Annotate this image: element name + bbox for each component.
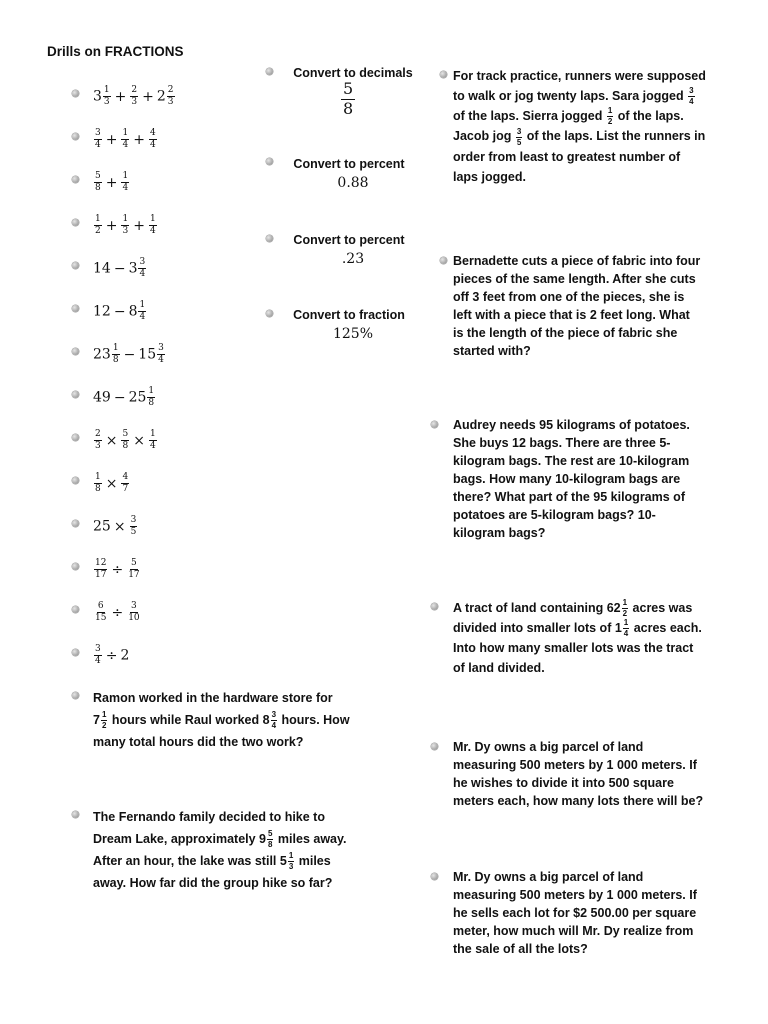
operator: × bbox=[105, 432, 118, 449]
fraction-numerator: 1 bbox=[95, 214, 101, 224]
fraction bbox=[121, 129, 129, 150]
bullet-icon bbox=[72, 563, 79, 570]
fraction bbox=[130, 516, 138, 537]
fraction bbox=[94, 559, 107, 580]
problem-line: meters each, how many lots there will be? bbox=[453, 794, 704, 808]
fraction-numerator: 4 bbox=[149, 128, 156, 138]
fraction-numerator: 1 bbox=[103, 85, 110, 95]
fraction bbox=[94, 215, 102, 236]
whole-number: 23 bbox=[93, 346, 111, 363]
fraction-denominator: 17 bbox=[128, 570, 140, 580]
audrey-problem bbox=[453, 416, 753, 542]
fraction-denominator: 5 bbox=[130, 527, 137, 537]
bullet-icon bbox=[266, 158, 273, 165]
operator: + bbox=[105, 217, 118, 234]
operator: − bbox=[113, 303, 126, 320]
bullet-icon bbox=[72, 348, 79, 355]
problem-line: Mr. Dy owns a big parcel of land bbox=[453, 870, 644, 884]
operator: ÷ bbox=[111, 561, 124, 578]
fraction-denominator: 17 bbox=[95, 570, 107, 580]
convert-percent-value-2: .23 bbox=[341, 251, 365, 267]
problem-line: many total hours did the two work? bbox=[93, 735, 304, 749]
operator: × bbox=[105, 475, 118, 492]
whole-number: 2 bbox=[156, 88, 166, 105]
fraction bbox=[130, 86, 138, 107]
bullet-icon bbox=[440, 71, 447, 78]
bullet-icon bbox=[72, 305, 79, 312]
whole-number: 14 bbox=[93, 260, 111, 277]
fraction bbox=[121, 215, 129, 236]
bullet-icon bbox=[431, 603, 438, 610]
fraction-numerator: 5 bbox=[343, 79, 354, 98]
fraction-numerator: 12 bbox=[95, 558, 107, 568]
fraction bbox=[121, 430, 129, 451]
problem-line: Bernadette cuts a piece of fabric into four bbox=[453, 254, 701, 268]
dy-lots-problem bbox=[453, 738, 763, 810]
drill-expression bbox=[93, 344, 166, 365]
fraction-denominator: 3 bbox=[95, 441, 101, 451]
operator: + bbox=[142, 88, 154, 105]
fraction bbox=[138, 301, 146, 322]
drill-expression bbox=[93, 559, 142, 580]
fraction-denominator: 3 bbox=[167, 97, 174, 107]
fraction bbox=[94, 602, 107, 623]
fraction bbox=[103, 86, 111, 107]
fraction-numerator: 3 bbox=[95, 128, 101, 138]
problem-line: The Fernando family decided to hike to bbox=[93, 810, 325, 824]
whole-number: 3 bbox=[128, 260, 138, 277]
fraction bbox=[94, 172, 102, 193]
fraction bbox=[167, 86, 175, 107]
whole-number: 25 bbox=[93, 518, 111, 535]
drill-expression bbox=[93, 602, 142, 623]
fraction-numerator: 6 bbox=[97, 601, 104, 611]
operator: ÷ bbox=[111, 604, 124, 621]
fraction-numerator: 3 bbox=[131, 601, 137, 611]
fraction bbox=[127, 602, 140, 623]
fraction-denominator: 8 bbox=[95, 183, 101, 193]
operator: − bbox=[113, 260, 126, 277]
convert-fraction-value: 125% bbox=[332, 326, 374, 342]
fraction bbox=[138, 258, 146, 279]
fraction bbox=[94, 430, 102, 451]
operator: + bbox=[133, 131, 145, 148]
bullet-icon bbox=[72, 262, 79, 269]
track-problem bbox=[453, 66, 753, 187]
problem-line: away. How far did the group hike so far? bbox=[93, 876, 333, 890]
fraction bbox=[147, 387, 155, 408]
convert-percent-label: Convert to percent bbox=[293, 157, 405, 171]
fraction bbox=[127, 559, 140, 580]
fraction-denominator: 2 bbox=[95, 226, 101, 236]
fraction-denominator: 4 bbox=[122, 183, 129, 193]
fraction bbox=[112, 344, 120, 365]
fraction bbox=[157, 344, 165, 365]
fraction-numerator: 1 bbox=[122, 128, 129, 138]
fraction-numerator: 2 bbox=[131, 85, 138, 95]
bullet-icon bbox=[72, 606, 79, 613]
operator: + bbox=[105, 131, 118, 148]
bullet-icon bbox=[266, 68, 273, 75]
bullet-icon bbox=[431, 873, 438, 880]
problem-line: order from least to greatest number of bbox=[453, 149, 681, 164]
fraction-denominator: 4 bbox=[149, 441, 156, 451]
fraction-numerator: 1 bbox=[148, 386, 155, 396]
fraction-denominator: 4 bbox=[149, 140, 156, 150]
problem-line: is the length of the piece of fabric she bbox=[453, 326, 678, 340]
fraction-numerator: 1 bbox=[122, 214, 129, 224]
whole-number: 49 bbox=[93, 389, 111, 406]
fraction-numerator: 1 bbox=[139, 300, 146, 310]
fraction bbox=[121, 473, 129, 494]
problem-line: started with? bbox=[453, 344, 531, 358]
problem-line: Ramon worked in the hardware store for bbox=[93, 691, 333, 705]
bullet-icon bbox=[72, 133, 79, 140]
fraction-numerator: 5 bbox=[131, 558, 137, 568]
fraction-numerator: 2 bbox=[95, 429, 101, 439]
drill-expression bbox=[93, 86, 176, 107]
fraction-denominator: 4 bbox=[95, 140, 101, 150]
problem-line: off 3 feet from one of the pieces, she is bbox=[453, 290, 685, 304]
fraction-denominator: 4 bbox=[158, 355, 164, 365]
bullet-icon bbox=[72, 90, 79, 97]
drill-expression bbox=[93, 215, 158, 236]
problem-line: 7 $\frac{1}{2}$ hours while Raul worked 8 $\frac{3}{4}$ hours. How bbox=[93, 710, 350, 731]
drill-expression bbox=[93, 258, 147, 279]
whole-number: 8 bbox=[128, 303, 138, 320]
bullet-icon bbox=[72, 692, 79, 699]
bullet-icon bbox=[72, 520, 79, 527]
fraction-denominator: 8 bbox=[122, 441, 129, 451]
drill-expression bbox=[93, 645, 129, 666]
fraction-denominator: 8 bbox=[112, 355, 119, 365]
fraction-numerator: 1 bbox=[122, 171, 129, 181]
operator: + bbox=[133, 217, 145, 234]
bullet-icon bbox=[431, 743, 438, 750]
problem-line: of land divided. bbox=[453, 661, 545, 676]
problem-line: Jacob jog $\frac{3}{5}$ of the laps. List the runners in bbox=[453, 126, 706, 147]
problem-line: left with a piece that is 2 feet long. What bbox=[453, 308, 690, 322]
problem-line: there? What part of the 95 kilograms of bbox=[453, 490, 685, 504]
fraction-denominator: 4 bbox=[149, 226, 156, 236]
fraction-denominator: 8 bbox=[148, 398, 155, 408]
fraction bbox=[94, 473, 102, 494]
whole-number: 12 bbox=[93, 303, 111, 320]
fraction bbox=[149, 215, 157, 236]
fraction-numerator: 1 bbox=[95, 472, 101, 482]
fraction-numerator: 5 bbox=[122, 429, 129, 439]
problem-line: Audrey needs 95 kilograms of potatoes. bbox=[453, 418, 690, 432]
problem-line: kilogram bags. The rest are 10-kilogram bbox=[453, 454, 690, 468]
fraction-numerator: 2 bbox=[167, 85, 174, 95]
drill-expression bbox=[93, 301, 147, 322]
operator: − bbox=[123, 346, 136, 363]
fraction-numerator: 1 bbox=[149, 214, 156, 224]
fraction-denominator: 4 bbox=[139, 269, 146, 279]
tract-problem bbox=[453, 598, 753, 678]
fernando-problem bbox=[93, 806, 393, 894]
convert-decimals-fraction bbox=[341, 81, 355, 118]
fraction-denominator: 7 bbox=[122, 484, 129, 494]
page-title: Drills on FRACTIONS bbox=[47, 44, 184, 59]
operator: + bbox=[105, 174, 118, 191]
drill-expression bbox=[93, 172, 130, 193]
operator: + bbox=[114, 88, 127, 105]
problem-line: She buys 12 bags. There are three 5- bbox=[453, 436, 671, 450]
fraction-numerator: 3 bbox=[130, 515, 137, 525]
fraction-denominator: 4 bbox=[139, 312, 146, 322]
problem-line: bags. How many 10-kilogram bags are bbox=[453, 472, 681, 486]
ramon-problem bbox=[93, 687, 393, 753]
fraction-denominator: 15 bbox=[95, 613, 107, 623]
drill-expression bbox=[93, 387, 156, 408]
problem-line: the sale of all the lots? bbox=[453, 942, 588, 956]
bullet-icon bbox=[72, 219, 79, 226]
bullet-icon bbox=[72, 649, 79, 656]
convert-percent-label-2: Convert to percent bbox=[293, 233, 405, 247]
fraction-numerator: 5 bbox=[95, 171, 101, 181]
problem-line: measuring 500 meters by 1 000 meters. If bbox=[453, 888, 697, 902]
whole-number: 15 bbox=[138, 346, 157, 363]
problem-line: to walk or jog twenty laps. Sara jogged $\frac{3}{4}$ bbox=[453, 86, 694, 107]
problem-line: After an hour, the lake was still 5 $\frac{1}{3}$ miles bbox=[93, 851, 331, 872]
problem-line: For track practice, runners were supposed bbox=[453, 69, 706, 83]
bullet-icon bbox=[431, 421, 438, 428]
operator: ÷ bbox=[105, 647, 118, 664]
bullet-icon bbox=[266, 310, 273, 317]
problem-line: Mr. Dy owns a big parcel of land bbox=[453, 740, 644, 754]
operator: × bbox=[133, 432, 145, 449]
bullet-icon bbox=[266, 235, 273, 242]
fraction-denominator: 4 bbox=[95, 656, 101, 666]
fraction bbox=[121, 172, 129, 193]
problem-line: potatoes are 5-kilogram bags? 10- bbox=[453, 508, 656, 522]
fraction-numerator: 1 bbox=[112, 343, 119, 353]
problem-line: divided into smaller lots of 1 $\frac{1}{4}$ acres each. bbox=[453, 618, 702, 639]
bullet-icon bbox=[72, 434, 79, 441]
problem-line: of the laps. Sierra jogged $\frac{1}{2}$ of the laps. bbox=[453, 106, 684, 127]
problem-line: kilogram bags? bbox=[453, 526, 546, 540]
fraction-denominator: 8 bbox=[343, 98, 354, 118]
fraction-numerator: 3 bbox=[95, 644, 101, 654]
fraction-denominator: 3 bbox=[122, 226, 129, 236]
fraction-denominator: 4 bbox=[122, 140, 129, 150]
fraction-numerator: 3 bbox=[158, 343, 164, 353]
problem-line: A tract of land containing 62 $\frac{1}{2}$ acres was bbox=[453, 598, 693, 619]
whole-number: 3 bbox=[93, 88, 102, 105]
bullet-icon bbox=[72, 477, 79, 484]
bullet-icon bbox=[72, 391, 79, 398]
convert-fraction-label: Convert to fraction bbox=[293, 308, 405, 322]
problem-line: Into how many smaller lots was the tract bbox=[453, 641, 694, 656]
fraction-numerator: 4 bbox=[122, 472, 129, 482]
problem-line: laps jogged. bbox=[453, 169, 526, 184]
drill-expression bbox=[93, 516, 138, 537]
fraction-denominator: 10 bbox=[128, 613, 140, 623]
fraction bbox=[149, 129, 157, 150]
drill-expression bbox=[93, 129, 158, 150]
dy-sale-problem bbox=[453, 868, 763, 958]
whole-number: 25 bbox=[128, 389, 147, 406]
fraction bbox=[94, 645, 102, 666]
operator: − bbox=[113, 389, 126, 406]
fraction-denominator: 3 bbox=[103, 97, 110, 107]
fraction bbox=[149, 430, 157, 451]
drill-expression bbox=[93, 430, 158, 451]
problem-line: Dream Lake, approximately 9 $\frac{5}{8}$ miles away. bbox=[93, 829, 347, 850]
bernadette-problem bbox=[453, 252, 753, 360]
bullet-icon bbox=[440, 257, 447, 264]
drill-expression bbox=[93, 473, 130, 494]
problem-line: he wishes to divide it into 500 square bbox=[453, 776, 674, 790]
fraction-denominator: 3 bbox=[131, 97, 138, 107]
fraction bbox=[94, 129, 102, 150]
problem-line: pieces of the same length. After she cuts bbox=[453, 272, 696, 286]
bullet-icon bbox=[72, 176, 79, 183]
fraction-numerator: 3 bbox=[139, 257, 146, 267]
convert-percent-value: 0.88 bbox=[337, 175, 369, 191]
convert-decimals-label: Convert to decimals bbox=[293, 66, 413, 80]
problem-line: meter, how much will Mr. Dy realize from bbox=[453, 924, 694, 938]
fraction-numerator: 1 bbox=[149, 429, 156, 439]
operator: × bbox=[113, 518, 126, 535]
bullet-icon bbox=[72, 811, 79, 818]
whole-number: 2 bbox=[120, 647, 130, 664]
problem-line: he sells each lot for $2 500.00 per square bbox=[453, 906, 697, 920]
fraction-denominator: 8 bbox=[95, 484, 101, 494]
problem-line: measuring 500 meters by 1 000 meters. If bbox=[453, 758, 697, 772]
